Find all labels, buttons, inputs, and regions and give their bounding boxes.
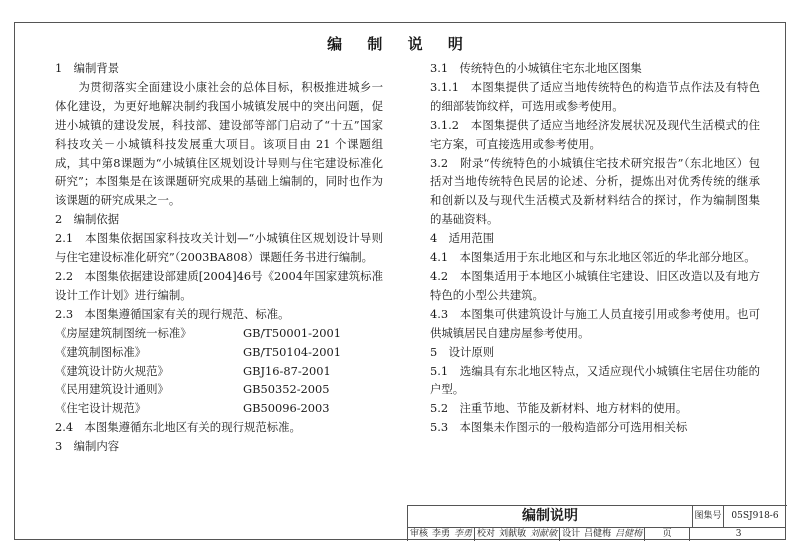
review-label: 审核: [410, 529, 429, 539]
title-block-title: 编制说明: [408, 506, 693, 528]
standard-code: GB50096-2003: [243, 401, 330, 416]
signature-row: [408, 528, 787, 541]
clause-5-2: 5.2 注重节地、节能及新材料、地方材料的使用。: [430, 401, 688, 416]
section-1-heading: 1 编制背景: [55, 61, 120, 75]
clause-3-1-2: 3.1.2 本图集提供了适应当地经济发展状况及现代生活模式的住宅方案，可直接选用或参考使用。: [430, 117, 760, 151]
checker-name: 刘献敏: [499, 529, 527, 539]
section-3-heading: 3 编制内容: [55, 439, 120, 454]
standard-name: 《房屋建筑制图统一标准》: [55, 325, 192, 340]
clause-3-1: 3.1 传统特色的小城镇住宅东北地区图集: [430, 61, 642, 75]
section-5-heading: 5 设计原则: [430, 344, 495, 359]
reviewer-signature: 李勇: [452, 528, 475, 541]
section-1-text: 为贯彻落实全面建设小康社会的总体目标，积极推进城乡一体化建设，为更好地解决制约我国小城镇发展中的突出问题，促进小城镇的建设发展，科技部、建设部等部门启动了“十五”国家科技攻关－小城镇科技发展重大项目。该项目由 21 个课题组成，其中第8课题为“小城镇住区规划设计导则与住宅建设标准化研究”；本图集是在该课题研究成果的基础上编制的，同时也作为该课题的研究成果之一。: [55, 79, 383, 208]
page-title: 编 制 说 明: [327, 35, 473, 53]
standard-code: GB/T50001-2001: [243, 325, 341, 340]
atlas-number-label: 图集号: [693, 506, 724, 528]
clause-2-3: 2.3 本图集遵循国家有关的现行规范、标准。: [55, 306, 290, 321]
clause-2-2: 2.2 本图集依据建设部建质[2004]46号《2004年国家建筑标准设计工作计划》进行编制。: [55, 268, 383, 302]
standard-row: [55, 380, 383, 399]
clause-5-1: 5.1 选编具有东北地区特点，又适应现代小城镇住宅居住功能的户型。: [430, 363, 760, 397]
standard-name: 《住宅设计规范》: [55, 401, 147, 416]
clause-2-1: 2.1 本图集依据国家科技攻关计划—“小城镇住区规划设计导则与住宅建设标准化研究”（2003BA808）课题任务书进行编制。: [55, 231, 383, 265]
clause-4-2: 4.2 本图集适用于本地区小城镇住宅建设、旧区改造以及有地方特色的小型公共建筑。: [430, 268, 760, 302]
clause-4-1: 4.1 本图集适用于东北地区和与东北地区邻近的华北部分地区。: [430, 250, 756, 265]
reviewer-name: 李勇: [432, 529, 451, 539]
standard-row: [55, 324, 383, 343]
check-label: 校对: [477, 529, 496, 539]
section-2-heading: 2 编制依据: [55, 212, 120, 227]
clause-4-3: 4.3 本图集可供建筑设计与施工人员直接引用或参考使用。也可供城镇居民自建房屋参考使用。: [430, 306, 760, 340]
page-label: 页: [645, 528, 690, 541]
clause-5-3: 5.3 本图集未作图示的一般构造部分可选用相关标: [430, 420, 688, 435]
standard-code: GB50352-2005: [243, 382, 330, 397]
clause-2-4: 2.4 本图集遵循东北地区有关的现行规范标准。: [55, 420, 301, 435]
page-number: 3: [735, 529, 742, 539]
design-label: 设计: [562, 529, 581, 539]
standard-code: GB/T50104-2001: [243, 344, 341, 359]
checker-signature: 刘献敏: [528, 528, 560, 541]
designer-signature: 吕健梅: [613, 528, 645, 541]
standard-name: 《民用建筑设计通则》: [55, 382, 169, 397]
standard-row: [55, 399, 383, 418]
standard-name: 《建筑设计防火规范》: [55, 363, 169, 378]
standard-row: [55, 362, 383, 381]
title-block: [407, 505, 787, 541]
clause-3-2: 3.2 附录“传统特色的小城镇住宅技术研究报告”（东北地区）包括对当地传统特色民居的论述、分析，提炼出对优秀传统的继承和创新以及与现代生活模式及新材料结合的探讨，作为编制图集的基础资料。: [430, 155, 760, 227]
drawing-sheet: [14, 22, 786, 540]
designer-name: 吕健梅: [584, 529, 612, 539]
atlas-number: 05SJ918-6: [724, 506, 786, 528]
standard-code: GBJ16-87-2001: [243, 363, 331, 378]
standard-name: 《建筑制图标准》: [55, 344, 147, 359]
clause-3-1-1: 3.1.1 本图集提供了适应当地传统特色的构造节点作法及有特色的细部装饰纹样，可选用或参考使用。: [430, 79, 760, 113]
right-column: [430, 59, 760, 437]
left-column: [55, 59, 383, 456]
section-4-heading: 4 适用范围: [430, 231, 495, 246]
standard-row: [55, 343, 383, 362]
